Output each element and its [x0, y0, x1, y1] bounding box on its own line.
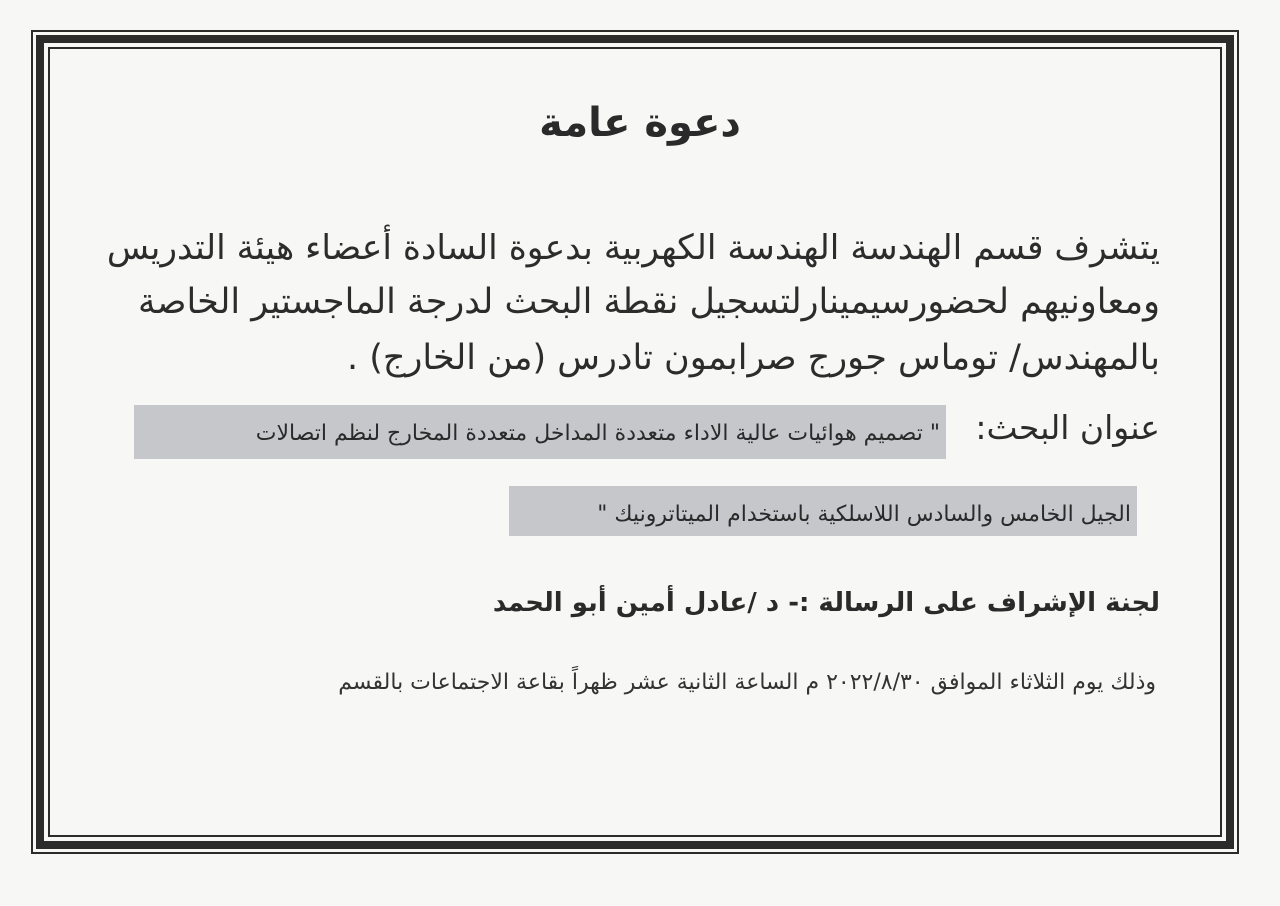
research-title-line-1: " تصميم هوائيات عالية الاداء متعددة المداخل متعددة المخارج لنظم اتصالات	[134, 405, 946, 459]
supervision-committee: لجنة الإشراف على الرسالة :- د /عادل أمين أبو الحمد	[492, 588, 1160, 618]
research-title-label: عنوان البحث:	[975, 408, 1160, 447]
body-line-3: بالمهندس/ توماس جورج صرابمون تادرس (من الخارج) .	[346, 338, 1160, 378]
body-line-1: يتشرف قسم الهندسة الهندسة الكهربية بدعوة السادة أعضاء هيئة التدريس	[106, 228, 1160, 268]
body-line-2: ومعاونيهم لحضورسيمينارلتسجيل نقطة البحث لدرجة الماجستير الخاصة	[138, 282, 1160, 322]
date-and-venue: وذلك يوم الثلاثاء الموافق ٢٠٢٢/٨/٣٠ م الساعة الثانية عشر ظهراً بقاعة الاجتماعات بالقسم	[338, 670, 1156, 695]
research-title-line-2: الجيل الخامس والسادس اللاسلكية باستخدام الميتاترونيك "	[509, 486, 1137, 536]
invitation-title: دعوة عامة	[539, 100, 741, 146]
